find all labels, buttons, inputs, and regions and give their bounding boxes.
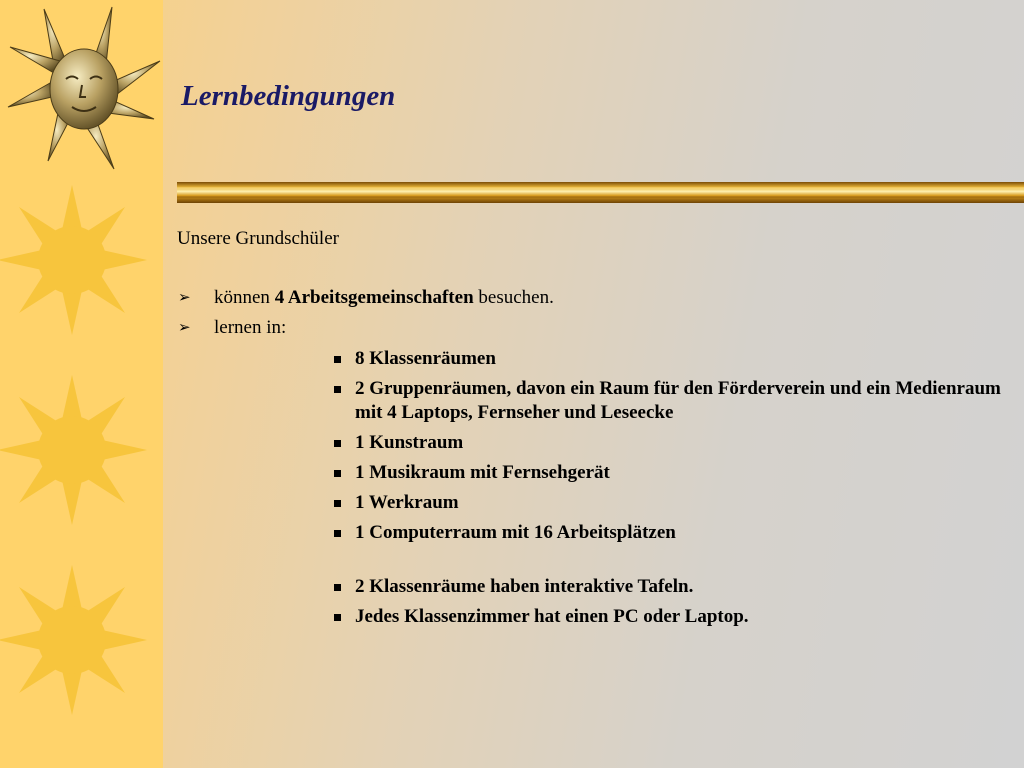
- square-bullet-icon: [334, 614, 341, 621]
- extra-text: 2 Klassenräume haben interaktive Tafeln.: [355, 576, 694, 597]
- square-bullet-icon: [334, 356, 341, 363]
- list-item: [331, 431, 1011, 455]
- intro-text: Unsere Grundschüler: [177, 228, 339, 249]
- bullet-text: können: [214, 287, 275, 308]
- bullet-bold-text: 4 Arbeitsgemeinschaften: [274, 287, 474, 308]
- sun-icon: [0, 560, 152, 720]
- room-list: [331, 347, 1011, 635]
- square-bullet-icon: [334, 440, 341, 447]
- square-bullet-icon: [334, 584, 341, 591]
- list-item: [177, 287, 554, 317]
- slide-title: Lernbedingungen: [181, 80, 396, 112]
- arrowhead-bullet-icon: ➢: [178, 290, 191, 306]
- arrowhead-bullet-icon: ➢: [178, 320, 191, 336]
- extra-text: Jedes Klassenzimmer hat einen PC oder Laptop.: [355, 606, 749, 627]
- sun-face-icon: [6, 6, 162, 172]
- list-item: [331, 377, 1011, 425]
- main-bullet-list: [177, 287, 554, 347]
- room-text: 1 Musikraum mit Fernsehgerät: [355, 462, 610, 483]
- square-bullet-icon: [334, 530, 341, 537]
- square-bullet-icon: [334, 470, 341, 477]
- room-text: 1 Computerraum mit 16 Arbeitsplätzen: [355, 522, 676, 543]
- list-item: [177, 317, 554, 347]
- title-divider: [177, 182, 1024, 203]
- bullet-text: lernen in:: [214, 317, 287, 338]
- square-bullet-icon: [334, 386, 341, 393]
- room-text: 8 Klassenräumen: [355, 348, 496, 369]
- bullet-text: besuchen.: [473, 287, 554, 308]
- list-item: [331, 605, 1011, 629]
- sun-icon: [0, 180, 152, 340]
- sun-icon: [0, 370, 152, 530]
- room-text: 2 Gruppenräumen, davon ein Raum für den Förderverein und ein Medienraum mit 4 Laptops, Fernseher und Leseecke: [355, 378, 1001, 423]
- square-bullet-icon: [334, 500, 341, 507]
- sidebar: [0, 0, 163, 768]
- room-text: 1 Werkraum: [355, 492, 459, 513]
- list-item: [331, 491, 1011, 515]
- list-item: [331, 575, 1011, 599]
- room-text: 1 Kunstraum: [355, 432, 464, 453]
- list-item: [331, 461, 1011, 485]
- list-item: [331, 521, 1011, 545]
- list-item: [331, 347, 1011, 371]
